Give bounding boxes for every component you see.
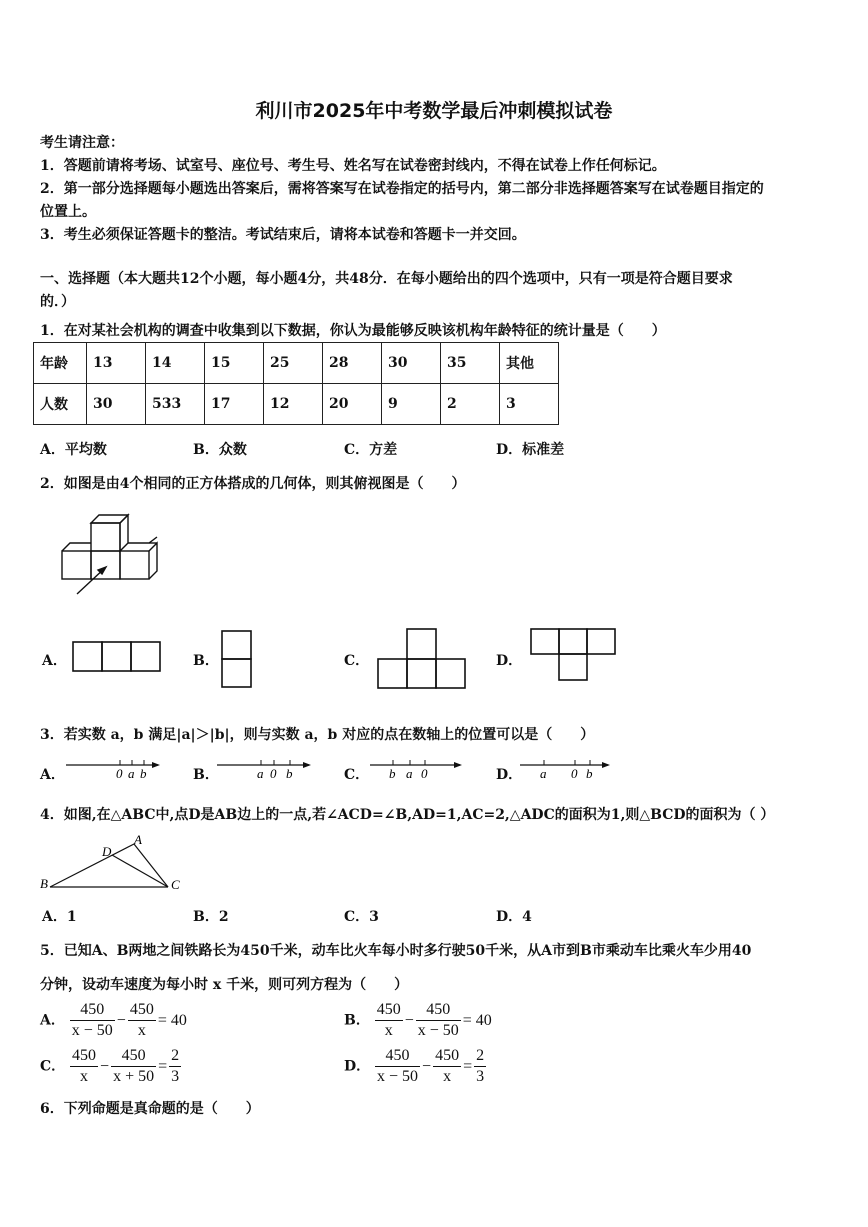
q2-option-d-figure <box>530 628 618 684</box>
axis-label: b <box>586 766 593 781</box>
axis-label: b <box>389 766 396 781</box>
q4-option-b[interactable]: B．2 <box>193 909 229 925</box>
q2-option-d[interactable]: D． <box>496 653 523 669</box>
fraction: $\frac{450}{x - 50}$ <box>377 1047 419 1085</box>
table-cell: 30 <box>87 384 146 425</box>
table-cell: 人数 <box>34 384 87 425</box>
table-row <box>34 343 559 384</box>
axis-label: a <box>128 766 135 781</box>
axis-label: a <box>406 766 413 781</box>
q3-stem: 3．若实数 a，b 满足|a|＞|b|，则与实数 a，b 对应的点在数轴上的位置可以是（ ） <box>40 727 595 743</box>
point-label-d: D <box>102 844 112 859</box>
table-row <box>34 384 559 425</box>
q2-option-a-figure <box>72 641 164 673</box>
q5-option-a[interactable]: A． $\frac{450}{x - 50}$ − $\frac{450}{x}$ = 40 <box>40 1001 187 1039</box>
fraction: $\frac{450}{x + 50}$ <box>113 1047 155 1085</box>
q1-option-c[interactable]: C．方差 <box>344 442 398 458</box>
q5-option-d[interactable]: D． $\frac{450}{x - 50}$ − $\frac{450}{x}$ = $\frac{2}{3}$ <box>344 1047 485 1085</box>
axis-label: a <box>540 766 547 781</box>
option-label: A． <box>40 1012 65 1029</box>
q1-option-a[interactable]: A．平均数 <box>40 442 107 458</box>
table-cell: 2 <box>441 384 500 425</box>
q3-option-b[interactable]: B． <box>193 767 219 783</box>
point-label-b: B <box>40 876 48 891</box>
q5-option-c[interactable]: C． $\frac{450}{x}$ − $\frac{450}{x + 50}$ = $\frac{2}{3}$ <box>40 1047 180 1085</box>
fraction: $\frac{450}{x}$ <box>72 1047 97 1085</box>
section-1-heading: 一、选择题（本大题共12个小题，每小题4分，共48分．在每小题给出的四个选项中，只有一项是符合题目要求 <box>40 271 733 287</box>
q2-option-c-figure <box>377 628 469 690</box>
table-cell: 年龄 <box>34 343 87 384</box>
q2-cube-figure <box>40 508 170 603</box>
q1-option-d[interactable]: D．标准差 <box>496 442 565 458</box>
table-cell: 35 <box>441 343 500 384</box>
point-label-c: C <box>171 877 180 892</box>
axis-label: 0 <box>421 766 428 781</box>
axis-label: a <box>257 766 264 781</box>
q4-option-c[interactable]: C．3 <box>344 909 379 925</box>
table-cell: 20 <box>323 384 382 425</box>
point-label-a: A <box>134 832 142 847</box>
axis-label: 0 <box>571 766 578 781</box>
table-cell: 其他 <box>500 343 559 384</box>
fraction: $\frac{450}{x - 50}$ <box>417 1001 459 1039</box>
notice-item-3: 3．考生必须保证答题卡的整洁。考试结束后，请将本试卷和答题卡一并交回。 <box>40 227 526 243</box>
table-cell: 30 <box>382 343 441 384</box>
q6-stem: 6．下列命题是真命题的是（ ） <box>40 1101 260 1117</box>
option-label: B． <box>344 1012 370 1029</box>
q2-option-b[interactable]: B． <box>193 653 219 669</box>
q1-option-b[interactable]: B．众数 <box>193 442 247 458</box>
q3-option-a[interactable]: A． <box>40 767 65 783</box>
q3-option-a-numberline <box>66 758 162 780</box>
axis-label: b <box>140 766 147 781</box>
table-cell: 25 <box>264 343 323 384</box>
axis-label: 0 <box>270 766 277 781</box>
notice-item-2: 2．第一部分选择题每小题选出答案后，需将答案写在试卷指定的括号内，第二部分非选择题答案写在试卷题目指定的 <box>40 181 764 197</box>
notice-item-1: 1．答题前请将考场、试室号、座位号、考生号、姓名写在试卷密封线内，不得在试卷上作任何标记。 <box>40 158 666 174</box>
axis-label: b <box>286 766 293 781</box>
table-cell: 28 <box>323 343 382 384</box>
fraction: $\frac{450}{x}$ <box>435 1047 460 1085</box>
q3-option-c-numberline <box>370 758 466 780</box>
q4-option-a[interactable]: A．1 <box>42 909 77 925</box>
q3-option-d[interactable]: D． <box>496 767 523 783</box>
option-label: C． <box>40 1058 66 1075</box>
table-cell: 17 <box>205 384 264 425</box>
section-1-heading-cont: 的．） <box>40 294 75 310</box>
table-cell: 3 <box>500 384 559 425</box>
q3-option-d-numberline <box>520 758 616 780</box>
fraction: $\frac{450}{x - 50}$ <box>71 1001 113 1039</box>
option-label: D． <box>344 1058 371 1075</box>
q3-option-c[interactable]: C． <box>344 767 370 783</box>
fraction: $\frac{450}{x}$ <box>376 1001 401 1039</box>
q2-stem: 2．如图是由4个相同的正方体搭成的几何体，则其俯视图是（ ） <box>40 476 466 492</box>
table-cell: 9 <box>382 384 441 425</box>
table-cell: 13 <box>87 343 146 384</box>
q1-data-table <box>33 342 559 425</box>
notice-item-2-cont: 位置上。 <box>40 204 96 220</box>
notice-heading: 考生请注意： <box>40 135 124 151</box>
q2-option-b-figure <box>221 630 253 690</box>
table-cell: 15 <box>205 343 264 384</box>
table-cell: 12 <box>264 384 323 425</box>
fraction: $\frac{2}{3}$ <box>476 1047 485 1085</box>
fraction: $\frac{450}{x}$ <box>129 1001 154 1039</box>
q2-option-c[interactable]: C． <box>344 653 370 669</box>
q4-option-d[interactable]: D．4 <box>496 909 532 925</box>
q2-option-a[interactable]: A． <box>42 653 67 669</box>
q4-stem: 4．如图,在△ABC中,点D是AB边上的一点,若∠ACD=∠B,AD=1,AC=2,△ADC的面积为1,则△BCD的面积为（ ） <box>40 807 775 823</box>
q5-stem-cont: 分钟，设动车速度为每小时 x 千米，则可列方程为（ ） <box>40 977 409 993</box>
q5-stem: 5．已知A、B两地之间铁路长为450千米，动车比火车每小时多行驶50千米，从A市到B市乘动车比乘火车少用40 <box>40 943 752 959</box>
page-title: 利川市2025年中考数学最后冲刺模拟试卷 <box>255 100 613 122</box>
q1-stem: 1．在对某社会机构的调查中收集到以下数据，你认为最能够反映该机构年龄特征的统计量是（ ） <box>40 323 666 339</box>
table-cell: 533 <box>146 384 205 425</box>
q4-triangle-figure <box>38 832 188 894</box>
axis-label: 0 <box>116 766 123 781</box>
q5-option-b[interactable]: B． $\frac{450}{x}$ − $\frac{450}{x - 50}$ = 40 <box>344 1001 492 1039</box>
table-cell: 14 <box>146 343 205 384</box>
q3-option-b-numberline <box>217 758 315 780</box>
fraction: $\frac{2}{3}$ <box>171 1047 180 1085</box>
